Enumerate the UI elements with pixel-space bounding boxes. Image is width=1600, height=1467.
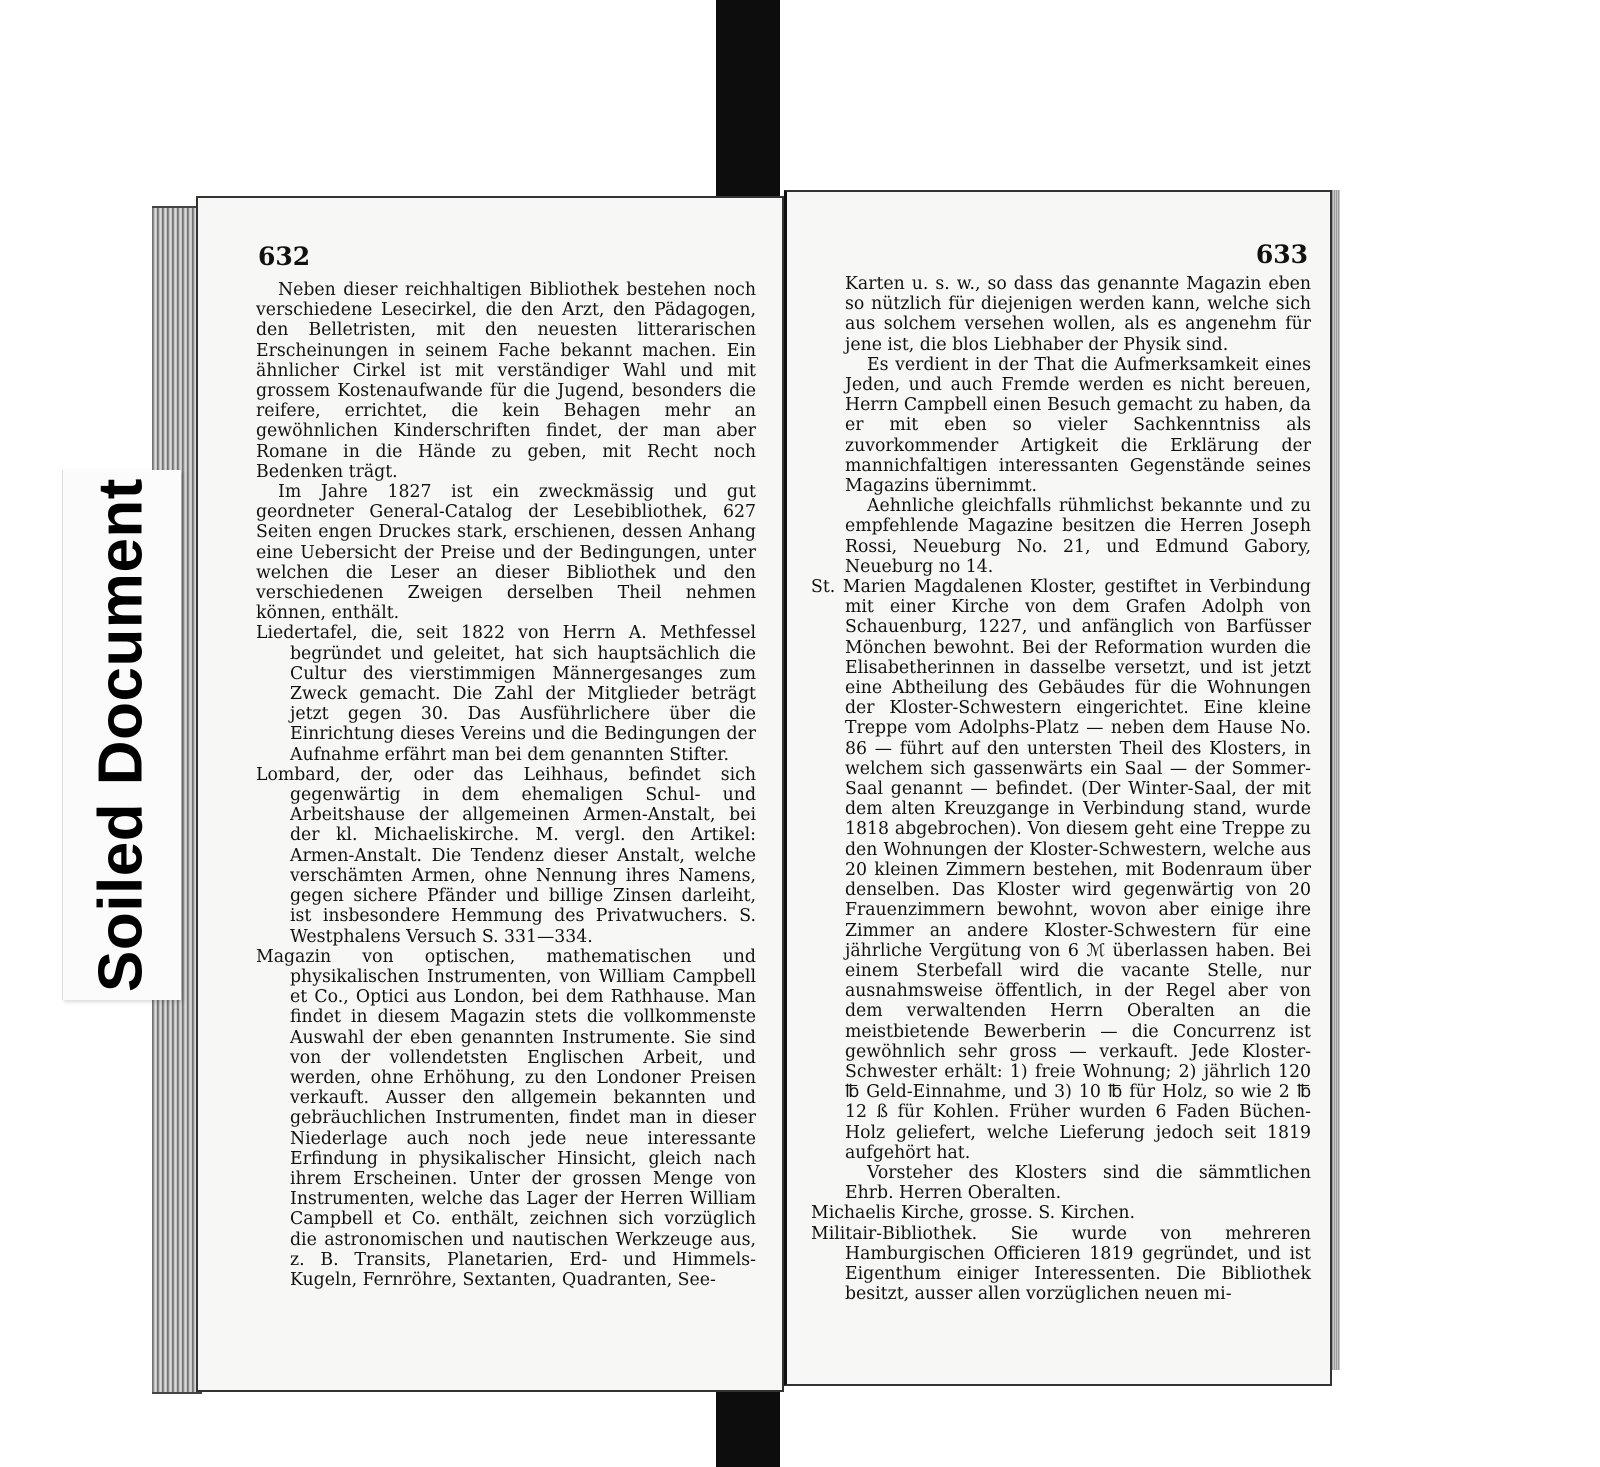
left-page-text xyxy=(256,280,756,1290)
binding-spine-top xyxy=(716,0,780,206)
entry-militair-bibliothek: Militair-Bibliothek. Sie wurde von mehreren Hamburgischen Officieren 1819 gegründet, und ist Eigenthum einiger Interessenten. Die Bibliothek besitzt, ausser allen vorzüglichen neuen mi- xyxy=(811,1223,1311,1305)
paragraph-lesecirkel: Neben dieser reichhaltigen Bibliothek bestehen noch verschiedene Lesecirkel, die den Arzt, den Pädagogen, den Belletristen, mit den neuesten litterarischen Erscheinungen in seinem Fache bekannt machen. Ein ähnlicher Cirkel ist mit verständiger Wahl und mit grossem Kostenaufwande für die Jugend, besonders die reifere, errichtet, die kein Behagen mehr an gewöhnlichen Kinderschriften findet, der man aber Romane in die Hände zu geben, mit Recht noch Bedenken trägt. xyxy=(256,280,756,482)
paragraph-aehnliche-magazine: Aehnliche gleichfalls rühmlichst bekannte und zu empfehlende Magazine besitzen die Herren Joseph Rossi, Neueburg No. 21, und Edmund Gabory, Neueburg no 14. xyxy=(845,496,1311,577)
right-page-text xyxy=(811,274,1311,1304)
paragraph-vorsteher: Vorsteher des Klosters sind die sämmtlichen Ehrb. Herren Oberalten. xyxy=(845,1162,1311,1204)
entry-magazin: Magazin von optischen, mathematischen und physikalischen Instrumenten, von William Campbell et Co., Optici aus London, bei dem Rathhause. Man findet in diesem Magazin stets die vollkommenste Auswahl der eben genannten Instrumente. Sie sind von der vollendetsten Englischen Arbeit, und werden, ohne Erhöhung, zu den Londoner Preisen verkauft. Ausser den allgemein bekannten und gebräuchlichen Instrumenten, findet man in dieser Niederlage auch noch jede neue interessante Erfindung in physikalischer Hinsicht, gleich nach ihrem Erscheinen. Unter der grossen Menge von Instrumenten, welche das Lager der Herren William Campbell et Co. enthält, zeichnen sich vorzüglich die astronomischen und nautischen Werkzeuge aus, z. B. Transits, Planetarien, Erd- und Himmels-Kugeln, Fernröhre, Sextanten, Quadranten, See- xyxy=(256,946,756,1290)
right-page-number: 633 xyxy=(1255,240,1308,269)
entry-michaelis-kirche: Michaelis Kirche, grosse. S. Kirchen. xyxy=(811,1203,1135,1224)
paragraph-general-catalog: Im Jahre 1827 ist ein zweckmässig und gut geordneter General-Catalog der Lesebibliothek, 627 Seiten engen Druckes stark, erschienen, dessen Anhang eine Uebersicht der Preise und der Bedingungen, unter welchen die Leser an dieser Bibliothek und den verschiedenen Zweigen derselben Theil nehmen können, enthält. xyxy=(256,482,756,624)
left-page xyxy=(196,196,784,1392)
soiled-document-label-text: Soiled Document xyxy=(86,478,156,992)
entry-liedertafel: Liedertafel, die, seit 1822 von Herrn A. Methfessel begründet und geleitet, hat sich hauptsächlich die Cultur des vierstimmigen Männergesanges zum Zweck gemacht. Die Zahl der Mitglieder beträgt jetzt gegen 30. Das Ausführlichere über die Einrichtung dieses Vereins und die Bedingungen der Aufnahme erfährt man bei dem genannten Stifter. xyxy=(256,623,756,765)
paragraph-magazin-continued: Karten u. s. w., so dass das genannte Magazin eben so nützlich für diejenigen werden kann, welche sich aus solchem versehen wollen, als es angenehm für jene ist, die blos Liebhaber der Physik sind. xyxy=(845,274,1311,355)
entry-marien-magdalenen-kloster: St. Marien Magdalenen Kloster, gestiftet in Verbindung mit einer Kirche von dem Grafen Adolph von Schauenburg, 1227, und anfänglich von Barfüsser Mönchen bewohnt. Bei der Reformation wurden die Elisabetherinnen in dasselbe versetzt, und ist jetzt eine Abtheilung des Gebäudes für die Wohnungen der Kloster-Schwestern eingerichtet. Eine kleine Treppe vom Adolphs-Platz — neben dem Hause No. 86 — führt auf den untersten Theil des Klosters, in welchem sich gassenwärts ein Saal — der Sommer-Saal genannt — befindet. (Der Winter-Saal, der mit dem alten Kreuzgange in Verbindung stand, wurde 1818 abgebrochen). Von diesem geht eine Treppe zu den Wohnungen der Kloster-Schwestern, welche aus 20 kleinen Zimmern bestehen, mit Bodenraum über denselben. Das Kloster wird gegenwärtig von 20 Frauenzimmern bewohnt, wovon aber einige ihre Zimmer an andere Kloster-Schwestern für eine jährliche Vergütung von 6 ℳ überlassen haben. Bei einem Sterbefall wird die vacante Stelle, nur ausnahmsweise öffentlich, in der Regel aber von dem verwaltenden Herrn Oberalten an die meistbietende Bewerberin — die Concurrenz ist gewöhnlich sehr gross — verkauft. Jede Kloster-Schwester erhält: 1) freie Wohnung; 2) jährlich 120 ℔ Geld-Einnahme, und 3) 10 ℔ für Holz, so wie 2 ℔ 12 ß für Kohlen. Früher wurden 6 Faden Büchen-Holz geliefert, welche Lieferung jedoch seit 1819 aufgehört hat. xyxy=(811,577,1311,1163)
paragraph-aufmerksamkeit: Es verdient in der That die Aufmerksamkeit eines Jeden, und auch Fremde werden es nicht bereuen, Herrn Campbell einen Besuch gemacht zu haben, da er mit eben so vieler Sachkenntniss als zuvorkommender Artigkeit die Erklärung der mannichfaltigen interessanten Gegenstände seines Magazins übernimmt. xyxy=(845,354,1311,497)
right-page xyxy=(784,190,1332,1386)
entry-lombard: Lombard, der, oder das Leihhaus, befindet sich gegenwärtig in dem ehemaligen Schul- und Arbeitshause der allgemeinen Armen-Anstalt, bei der kl. Michaeliskirche. M. vergl. den Artikel: Armen-Anstalt. Die Tendenz dieser Anstalt, welche verschämten Armen, ohne Nennung ihres Namens, gegen sichere Pfänder und billige Zinsen darleiht, ist insbesondere Hemmung des Privatwuchers. S. Westphalens Versuch S. 331—334. xyxy=(256,764,756,947)
left-page-number: 632 xyxy=(258,242,311,271)
